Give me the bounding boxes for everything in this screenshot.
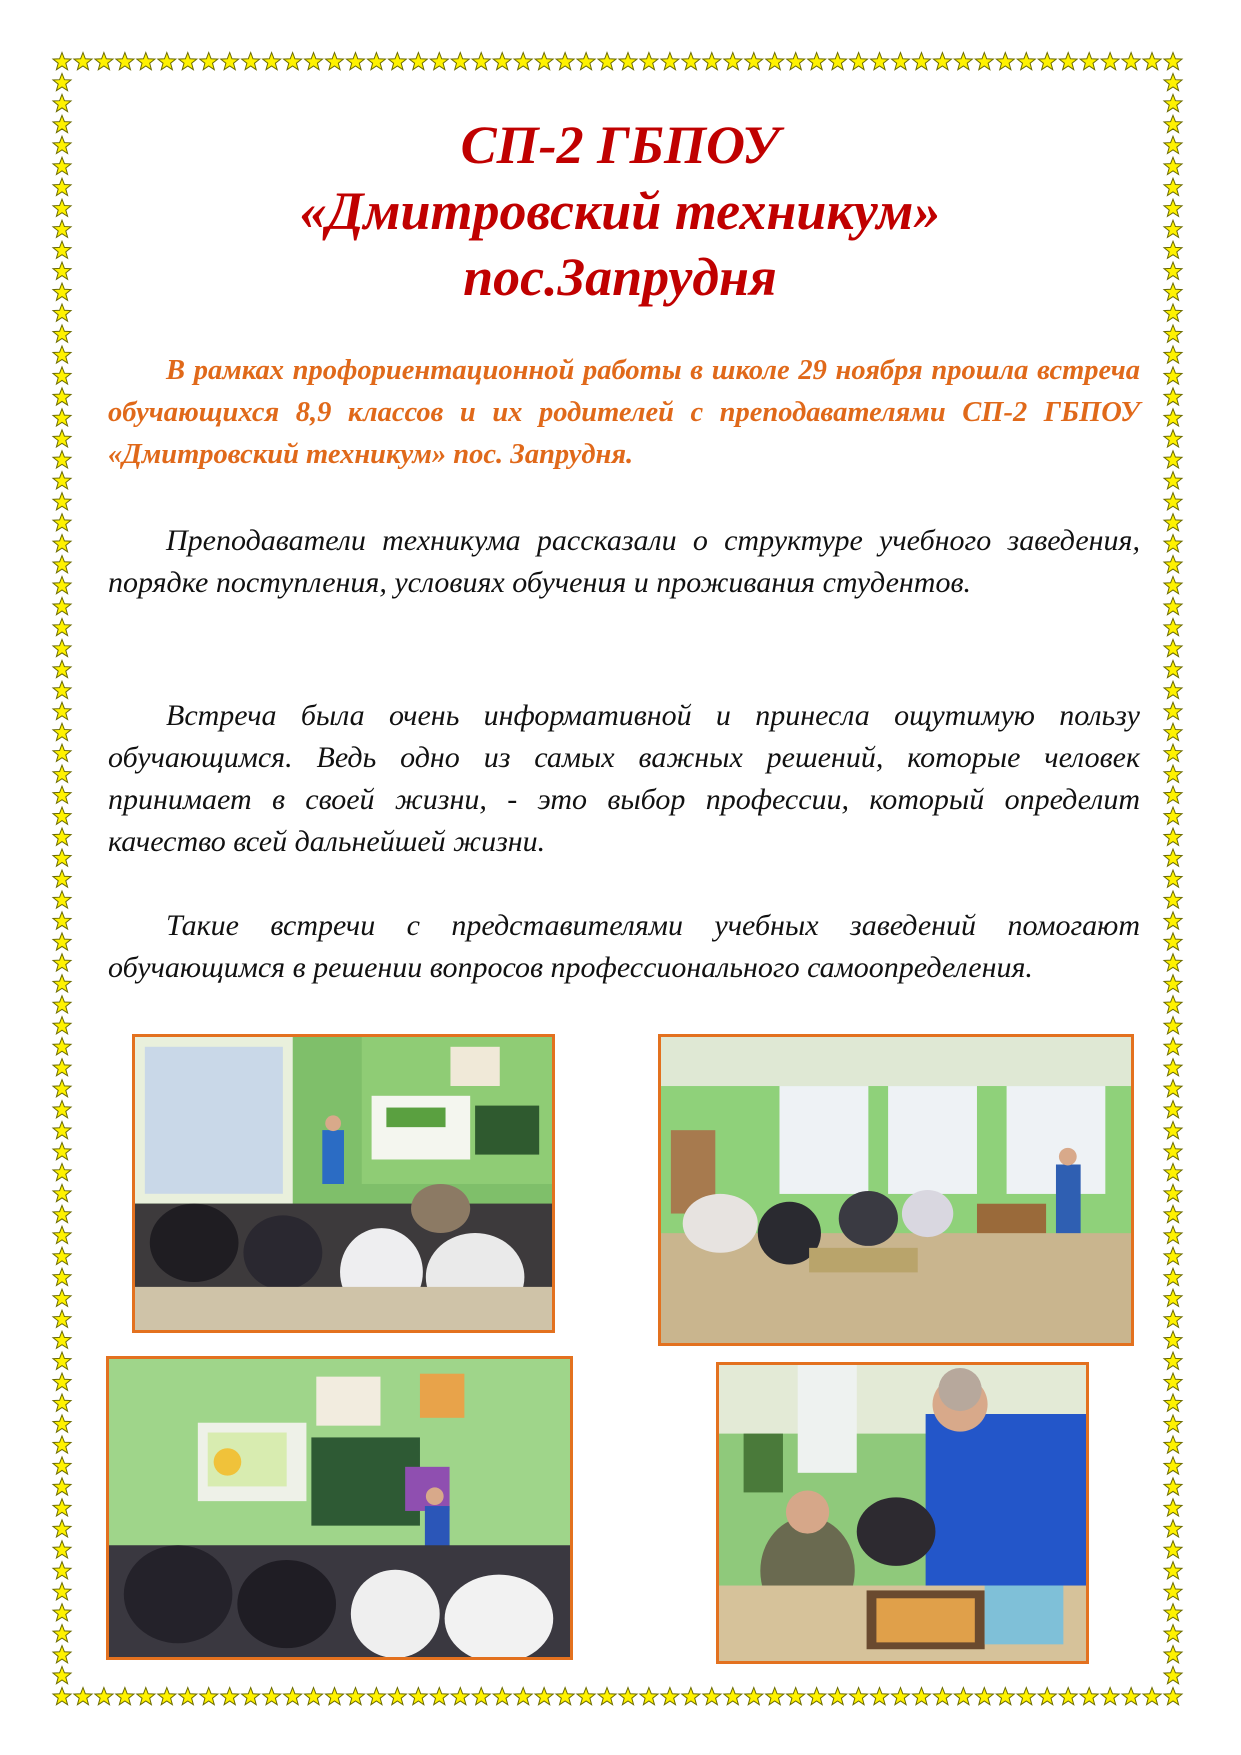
border-star-icon (556, 53, 574, 70)
border-star-icon (1164, 1226, 1182, 1243)
border-star-icon (766, 1688, 784, 1705)
border-star-icon (53, 1646, 71, 1663)
title-line-1: СП-2 ГБПОУ (460, 115, 780, 175)
border-star-icon (1122, 1688, 1140, 1705)
border-star-icon (53, 912, 71, 929)
border-star-icon (1164, 1017, 1182, 1034)
border-star-icon (53, 1122, 71, 1139)
border-star-icon (1164, 1247, 1182, 1264)
border-star-icon (933, 1688, 951, 1705)
border-star-icon (1164, 619, 1182, 636)
border-star-icon (53, 577, 71, 594)
border-star-icon (892, 1688, 910, 1705)
border-star-icon (53, 325, 71, 342)
border-star-icon (1164, 556, 1182, 573)
border-star-icon (53, 472, 71, 489)
border-star-icon (933, 53, 951, 70)
border-star-icon (53, 1080, 71, 1097)
border-star-icon (1101, 53, 1119, 70)
border-star-icon (1164, 1101, 1182, 1118)
border-star-icon (1164, 1373, 1182, 1390)
border-star-icon (53, 53, 71, 70)
border-star-icon (1164, 493, 1182, 510)
border-star-icon (1164, 1122, 1182, 1139)
border-star-icon (305, 53, 323, 70)
border-star-icon (1164, 1520, 1182, 1537)
border-star-icon (53, 1499, 71, 1516)
border-star-icon (954, 1688, 972, 1705)
border-star-icon (1017, 53, 1035, 70)
border-star-icon (1164, 178, 1182, 195)
border-star-icon (53, 178, 71, 195)
border-star-icon (1164, 807, 1182, 824)
border-star-icon (1164, 1289, 1182, 1306)
border-star-icon (1101, 1688, 1119, 1705)
border-star-icon (53, 1604, 71, 1621)
border-star-icon (556, 1688, 574, 1705)
border-star-icon (535, 53, 553, 70)
border-star-icon (53, 1143, 71, 1160)
border-star-icon (1164, 1436, 1182, 1453)
border-star-icon (53, 1017, 71, 1034)
border-star-icon (1164, 1310, 1182, 1327)
border-star-icon (53, 975, 71, 992)
border-star-icon (53, 1478, 71, 1495)
border-star-icon (1164, 702, 1182, 719)
border-star-icon (53, 94, 71, 111)
border-star-icon (850, 53, 868, 70)
border-star-icon (53, 1667, 71, 1684)
border-star-icon (53, 849, 71, 866)
border-star-icon (1164, 220, 1182, 237)
border-star-icon (1164, 199, 1182, 216)
border-star-icon (284, 53, 302, 70)
border-star-icon (53, 660, 71, 677)
border-star-icon (514, 53, 532, 70)
border-star-icon (158, 53, 176, 70)
border-star-icon (53, 639, 71, 656)
border-star-icon (1164, 157, 1182, 174)
border-star-icon (682, 53, 700, 70)
border-star-icon (346, 1688, 364, 1705)
border-star-icon (53, 1247, 71, 1264)
border-star-icon (1164, 744, 1182, 761)
border-star-icon (1164, 1688, 1182, 1705)
border-star-icon (598, 53, 616, 70)
border-star-icon (388, 1688, 406, 1705)
border-star-icon (619, 1688, 637, 1705)
border-star-icon (1164, 870, 1182, 887)
border-star-icon (472, 53, 490, 70)
border-star-icon (409, 1688, 427, 1705)
border-star-icon (1164, 1394, 1182, 1411)
paragraph-meetings: Такие встречи с представителями учебных заведений помогают обучающимся в решении вопросов профессионального самоопределения. (108, 909, 1140, 984)
border-star-icon (53, 262, 71, 279)
border-star-icon (1164, 1143, 1182, 1160)
border-star-icon (850, 1688, 868, 1705)
border-star-icon (1164, 765, 1182, 782)
border-star-icon (1164, 660, 1182, 677)
border-star-icon (53, 1059, 71, 1076)
border-star-icon (53, 996, 71, 1013)
border-star-icon (619, 53, 637, 70)
border-star-icon (53, 493, 71, 510)
border-star-icon (1164, 1499, 1182, 1516)
border-star-icon (53, 1457, 71, 1474)
border-star-icon (745, 53, 763, 70)
lead-paragraph: В рамках профориентационной работы в школе 29 ноября прошла встреча обучающихся 8,9 классов и их родителей с преподавателями СП-2 ГБПОУ «Дмитровский техникум» пос. Запрудня. (108, 355, 1140, 470)
border-star-icon (53, 954, 71, 971)
border-star-icon (1143, 53, 1161, 70)
border-star-icon (53, 807, 71, 824)
border-star-icon (1164, 975, 1182, 992)
border-star-icon (1164, 514, 1182, 531)
page-title (110, 112, 1130, 310)
border-star-icon (1164, 1478, 1182, 1495)
border-star-icon (598, 1688, 616, 1705)
border-star-icon (829, 1688, 847, 1705)
border-star-icon (1164, 1667, 1182, 1684)
border-star-icon (53, 1205, 71, 1222)
border-star-icon (996, 53, 1014, 70)
border-star-icon (1164, 1541, 1182, 1558)
border-star-icon (1164, 304, 1182, 321)
border-star-icon (1164, 1604, 1182, 1621)
border-star-icon (1164, 681, 1182, 698)
border-star-icon (53, 723, 71, 740)
border-star-icon (1164, 115, 1182, 132)
border-star-icon (1164, 1184, 1182, 1201)
border-star-icon (1122, 53, 1140, 70)
border-star-icon (53, 1101, 71, 1118)
border-star-icon (53, 1184, 71, 1201)
photo-presenter-artwork (106, 1356, 573, 1660)
border-star-icon (53, 1520, 71, 1537)
border-star-icon (430, 53, 448, 70)
border-star-icon (53, 304, 71, 321)
border-star-icon (661, 53, 679, 70)
border-star-icon (1164, 1080, 1182, 1097)
border-star-icon (179, 53, 197, 70)
border-star-icon (1143, 1688, 1161, 1705)
border-star-icon (326, 1688, 344, 1705)
border-star-icon (95, 53, 113, 70)
border-star-icon (1164, 346, 1182, 363)
border-star-icon (179, 1688, 197, 1705)
border-star-icon (74, 1688, 92, 1705)
border-star-icon (1164, 1625, 1182, 1642)
border-star-icon (535, 1688, 553, 1705)
border-star-icon (53, 1373, 71, 1390)
border-star-icon (787, 53, 805, 70)
border-star-icon (53, 1352, 71, 1369)
border-star-icon (451, 1688, 469, 1705)
border-star-icon (1164, 94, 1182, 111)
border-star-icon (53, 1583, 71, 1600)
border-star-icon (1164, 786, 1182, 803)
border-star-icon (53, 1310, 71, 1327)
photo-classroom-presentation (132, 1034, 555, 1333)
border-star-icon (53, 870, 71, 887)
border-star-icon (1164, 954, 1182, 971)
border-star-icon (53, 1289, 71, 1306)
border-star-icon (53, 1038, 71, 1055)
border-star-icon (53, 1164, 71, 1181)
border-star-icon (577, 53, 595, 70)
border-star-icon (367, 53, 385, 70)
border-star-icon (1164, 367, 1182, 384)
title-line-2: «Дмитровский техникум» (299, 181, 941, 241)
border-star-icon (1164, 451, 1182, 468)
border-star-icon (53, 388, 71, 405)
border-star-icon (200, 53, 218, 70)
border-star-icon (53, 74, 71, 91)
border-star-icon (1017, 1688, 1035, 1705)
border-star-icon (514, 1688, 532, 1705)
border-star-icon (53, 535, 71, 552)
border-star-icon (242, 1688, 260, 1705)
border-star-icon (53, 619, 71, 636)
border-star-icon (1164, 1457, 1182, 1474)
border-star-icon (53, 891, 71, 908)
border-star-icon (1164, 912, 1182, 929)
border-star-icon (116, 1688, 134, 1705)
paragraph-informative: Встреча была очень информативной и принесла ощутимую пользу обучающимся. Ведь одно из самых важных решений, которые человек принимает в своей жизни, - это выбор профессии, который определит качество всей дальнейшей жизни. (108, 699, 1140, 858)
border-star-icon (1164, 472, 1182, 489)
border-star-icon (472, 1688, 490, 1705)
border-star-icon (871, 1688, 889, 1705)
border-star-icon (640, 1688, 658, 1705)
border-star-icon (1164, 430, 1182, 447)
border-star-icon (1164, 1583, 1182, 1600)
border-star-icon (892, 53, 910, 70)
border-star-icon (640, 53, 658, 70)
border-star-icon (1164, 409, 1182, 426)
border-star-icon (53, 933, 71, 950)
border-star-icon (493, 1688, 511, 1705)
border-star-icon (158, 1688, 176, 1705)
photo-teacher-with-parents (716, 1362, 1089, 1664)
border-star-icon (53, 346, 71, 363)
border-star-icon (1164, 1059, 1182, 1076)
border-star-icon (53, 283, 71, 300)
border-star-icon (1164, 262, 1182, 279)
border-star-icon (1080, 53, 1098, 70)
border-star-icon (284, 1688, 302, 1705)
border-star-icon (682, 1688, 700, 1705)
title-line-3: пос.Запрудня (463, 247, 777, 307)
border-star-icon (53, 1436, 71, 1453)
border-star-icon (388, 53, 406, 70)
border-star-icon (53, 598, 71, 615)
border-star-icon (1164, 388, 1182, 405)
border-star-icon (703, 1688, 721, 1705)
border-star-icon (305, 1688, 323, 1705)
border-star-icon (724, 53, 742, 70)
border-star-icon (53, 765, 71, 782)
border-star-icon (53, 451, 71, 468)
border-star-icon (1164, 1415, 1182, 1432)
border-star-icon (53, 514, 71, 531)
border-star-icon (808, 53, 826, 70)
border-star-icon (1164, 828, 1182, 845)
border-star-icon (1164, 74, 1182, 91)
border-star-icon (200, 1688, 218, 1705)
border-star-icon (53, 681, 71, 698)
border-star-icon (1164, 1268, 1182, 1285)
border-star-icon (661, 1688, 679, 1705)
border-star-icon (430, 1688, 448, 1705)
border-star-icon (137, 1688, 155, 1705)
border-star-icon (74, 53, 92, 70)
border-star-icon (1164, 849, 1182, 866)
border-star-icon (1164, 577, 1182, 594)
border-star-icon (263, 1688, 281, 1705)
border-star-icon (1164, 996, 1182, 1013)
border-star-icon (975, 1688, 993, 1705)
border-star-icon (1164, 1646, 1182, 1663)
border-star-icon (53, 1562, 71, 1579)
border-star-icon (1164, 241, 1182, 258)
border-star-icon (137, 53, 155, 70)
paragraph-structure: Преподаватели техникума рассказали о структуре учебного заведения, порядке поступления, условиях обучения и проживания студентов. (108, 524, 1140, 599)
border-star-icon (53, 409, 71, 426)
border-star-icon (53, 702, 71, 719)
border-star-icon (1164, 723, 1182, 740)
border-star-icon (1080, 1688, 1098, 1705)
border-star-icon (1164, 1164, 1182, 1181)
border-star-icon (912, 1688, 930, 1705)
border-star-icon (1059, 53, 1077, 70)
border-star-icon (975, 53, 993, 70)
border-star-icon (787, 1688, 805, 1705)
border-star-icon (221, 1688, 239, 1705)
border-star-icon (53, 828, 71, 845)
border-star-icon (53, 786, 71, 803)
border-star-icon (1164, 1038, 1182, 1055)
border-star-icon (1164, 53, 1182, 70)
border-star-icon (1164, 1205, 1182, 1222)
border-star-icon (326, 53, 344, 70)
border-star-icon (242, 53, 260, 70)
border-star-icon (996, 1688, 1014, 1705)
border-star-icon (1164, 1331, 1182, 1348)
border-star-icon (493, 53, 511, 70)
border-star-icon (53, 1541, 71, 1558)
border-star-icon (766, 53, 784, 70)
border-star-icon (1164, 325, 1182, 342)
border-star-icon (1059, 1688, 1077, 1705)
border-star-icon (53, 1331, 71, 1348)
border-star-icon (53, 1394, 71, 1411)
border-star-icon (1038, 1688, 1056, 1705)
border-star-icon (1164, 933, 1182, 950)
border-star-icon (451, 53, 469, 70)
border-star-icon (724, 1688, 742, 1705)
border-star-icon (53, 430, 71, 447)
border-star-icon (53, 1688, 71, 1705)
border-star-icon (53, 744, 71, 761)
border-star-icon (221, 53, 239, 70)
border-star-icon (53, 1268, 71, 1285)
border-star-icon (808, 1688, 826, 1705)
border-star-icon (745, 1688, 763, 1705)
border-star-icon (577, 1688, 595, 1705)
border-star-icon (912, 53, 930, 70)
border-star-icon (703, 53, 721, 70)
border-star-icon (53, 136, 71, 153)
border-star-icon (53, 115, 71, 132)
border-star-icon (409, 53, 427, 70)
photo-classroom-wide (658, 1034, 1134, 1346)
border-star-icon (53, 367, 71, 384)
border-star-icon (1038, 53, 1056, 70)
border-star-icon (53, 199, 71, 216)
border-star-icon (53, 220, 71, 237)
border-star-icon (1164, 639, 1182, 656)
border-star-icon (1164, 598, 1182, 615)
border-star-icon (53, 556, 71, 573)
border-star-icon (871, 53, 889, 70)
border-star-icon (95, 1688, 113, 1705)
border-star-icon (53, 1625, 71, 1642)
border-star-icon (53, 241, 71, 258)
border-star-icon (53, 1226, 71, 1243)
border-star-icon (367, 1688, 385, 1705)
border-star-icon (1164, 535, 1182, 552)
border-star-icon (263, 53, 281, 70)
border-star-icon (1164, 283, 1182, 300)
border-star-icon (53, 1415, 71, 1432)
border-star-icon (1164, 891, 1182, 908)
border-star-icon (346, 53, 364, 70)
border-star-icon (829, 53, 847, 70)
border-star-icon (1164, 1352, 1182, 1369)
border-star-icon (1164, 136, 1182, 153)
border-star-icon (116, 53, 134, 70)
border-star-icon (53, 157, 71, 174)
border-star-icon (1164, 1562, 1182, 1579)
border-star-icon (954, 53, 972, 70)
